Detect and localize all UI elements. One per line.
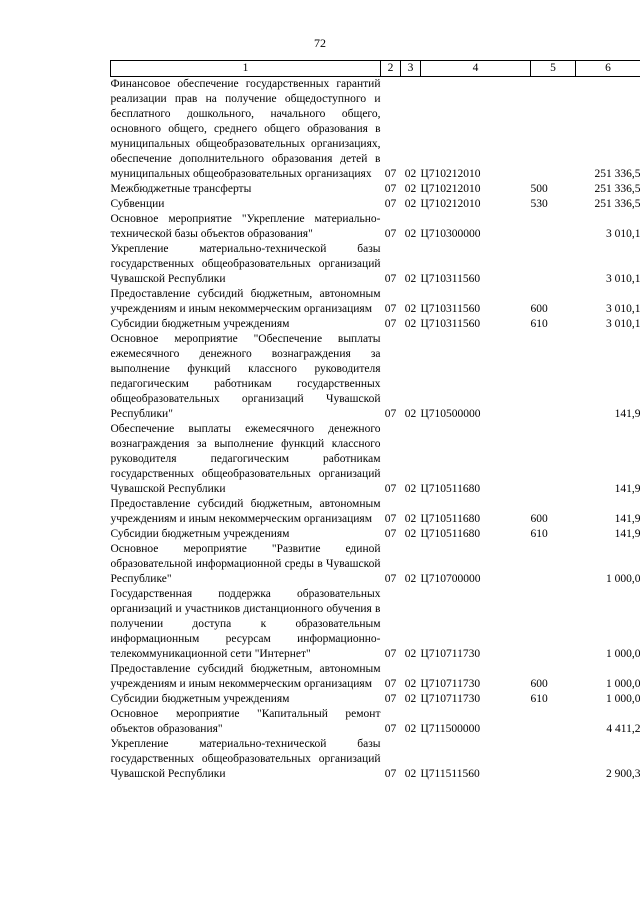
table-row — [111, 317, 640, 332]
row-target-code: Ц710711730 — [420, 678, 481, 690]
row-expense-type: 610 — [530, 528, 548, 540]
row-expense-type — [531, 212, 576, 242]
row-target-code: Ц710212010 — [420, 168, 481, 180]
row-subsection: 02 — [404, 723, 417, 735]
row-name: Основное мероприятие "Развитие единой образовательной информационной среды в Чувашской Республике" — [110, 543, 381, 585]
row-expense-type — [531, 737, 576, 782]
row-section: 07 — [384, 408, 397, 420]
row-section: 07 — [384, 168, 397, 180]
row-expense-type — [531, 242, 576, 287]
row-section: 07 — [384, 228, 397, 240]
row-subsection: 02 — [404, 693, 417, 705]
row-target-code: Ц711500000 — [420, 723, 481, 735]
row-target-code: Ц710311560 — [420, 318, 481, 330]
table-row — [111, 692, 640, 707]
row-expense-type — [531, 542, 576, 587]
row-section: 07 — [384, 723, 397, 735]
row-subsection: 02 — [404, 408, 417, 420]
row-subsection: 02 — [404, 228, 417, 240]
row-expense-type — [531, 332, 576, 422]
row-section: 07 — [384, 303, 397, 315]
row-target-code: Ц710311560 — [420, 303, 481, 315]
row-subsection: 02 — [404, 318, 417, 330]
row-name: Основное мероприятие "Укрепление материально-технической базы объектов образования" — [110, 213, 381, 240]
row-section: 07 — [384, 573, 397, 585]
table-row — [111, 212, 640, 242]
row-target-code: Ц711511560 — [420, 768, 480, 780]
table-row — [111, 542, 640, 587]
row-name: Основное мероприятие "Капитальный ремонт объектов образования" — [110, 708, 381, 735]
row-name: Обеспечение выплаты ежемесячного денежного вознаграждения за выполнение функций классного руководителя педагогическим работникам государственных общеобразовательных организаций Чувашской Республики — [110, 423, 381, 495]
table-row — [111, 707, 640, 737]
row-target-code: Ц710212010 — [420, 198, 481, 210]
row-target-code: Ц710311560 — [420, 273, 481, 285]
row-amount: 3 010,1 — [606, 303, 640, 315]
table-row — [111, 77, 640, 183]
row-subsection: 02 — [404, 768, 417, 780]
row-expense-type: 530 — [530, 198, 548, 210]
row-target-code: Ц710711730 — [420, 648, 481, 660]
header-col-subsection: 3 — [401, 61, 421, 77]
row-amount: 1 000,0 — [606, 648, 640, 660]
row-section: 07 — [384, 183, 397, 195]
table-row — [111, 662, 640, 692]
row-expense-type: 600 — [530, 513, 548, 525]
row-section: 07 — [384, 768, 397, 780]
row-amount: 1 000,0 — [606, 678, 640, 690]
row-name: Субсидии бюджетным учреждениям — [110, 693, 290, 705]
row-name: Предоставление субсидий бюджетным, автономным учреждениям и иным некоммерческим организациям — [110, 288, 381, 315]
table-row — [111, 287, 640, 317]
row-amount: 1 000,0 — [606, 573, 640, 585]
row-expense-type — [531, 587, 576, 662]
row-expense-type — [531, 77, 576, 183]
row-section: 07 — [384, 318, 397, 330]
row-expense-type — [531, 707, 576, 737]
row-target-code: Ц710511680 — [420, 483, 481, 495]
budget-table — [110, 60, 640, 782]
row-expense-type: 600 — [530, 678, 548, 690]
row-amount: 141,9 — [614, 483, 640, 495]
table-row — [111, 737, 640, 782]
row-expense-type: 610 — [530, 318, 548, 330]
row-name: Субвенции — [110, 198, 165, 210]
table-row — [111, 527, 640, 542]
row-expense-type: 500 — [530, 183, 548, 195]
row-subsection: 02 — [404, 168, 417, 180]
row-name: Укрепление материально-технической базы государственных общеобразовательных организаций Чувашской Республики — [110, 738, 381, 780]
row-subsection: 02 — [404, 678, 417, 690]
row-amount: 141,9 — [614, 528, 640, 540]
row-expense-type — [531, 422, 576, 497]
table-row — [111, 197, 640, 212]
row-name: Финансовое обеспечение государственных гарантий реализации прав на получение общедоступного и бесплатного дошкольного, начального общего, основного общего, среднего общего образования в муниципальных общеобразовательных организациях, обеспечение дополнительного образования детей в муниципальных общеобразовательных организациях — [110, 78, 381, 180]
table-header — [111, 61, 640, 77]
row-subsection: 02 — [404, 528, 417, 540]
row-amount: 251 336,5 — [594, 168, 640, 180]
row-section: 07 — [384, 528, 397, 540]
row-amount: 2 900,3 — [606, 768, 640, 780]
row-section: 07 — [384, 198, 397, 210]
row-amount: 251 336,5 — [594, 198, 640, 210]
table-body — [111, 77, 640, 783]
row-amount: 141,9 — [614, 408, 640, 420]
row-target-code: Ц710511680 — [420, 528, 481, 540]
row-name: Межбюджетные трансферты — [110, 183, 252, 195]
row-target-code: Ц710500000 — [420, 408, 481, 420]
row-subsection: 02 — [404, 183, 417, 195]
row-target-code: Ц710300000 — [420, 228, 481, 240]
table-row — [111, 242, 640, 287]
row-subsection: 02 — [404, 648, 417, 660]
row-amount: 3 010,1 — [606, 228, 640, 240]
row-target-code: Ц710700000 — [420, 573, 481, 585]
row-amount: 141,9 — [614, 513, 640, 525]
row-target-code: Ц710511680 — [420, 513, 481, 525]
row-subsection: 02 — [404, 303, 417, 315]
row-section: 07 — [384, 693, 397, 705]
row-amount: 1 000,0 — [606, 693, 640, 705]
header-col-amount: 6 — [576, 61, 640, 77]
row-subsection: 02 — [404, 198, 417, 210]
table-row — [111, 182, 640, 197]
row-target-code: Ц710711730 — [420, 693, 481, 705]
row-section: 07 — [384, 648, 397, 660]
row-name: Укрепление материально-технической базы государственных общеобразовательных организаций Чувашской Республики — [110, 243, 381, 285]
row-amount: 3 010,1 — [606, 318, 640, 330]
table-row — [111, 497, 640, 527]
row-name: Предоставление субсидий бюджетным, автономным учреждениям и иным некоммерческим организациям — [110, 498, 381, 525]
row-name: Государственная поддержка образовательных организаций и участников дистанционного обучения в получении доступа к образовательным информационным ресурсам информационно-телекоммуникационной сети "Интернет" — [110, 588, 381, 660]
row-name: Основное мероприятие "Обеспечение выплаты ежемесячного денежного вознаграждения за выполнение функций классного руководителя педагогическим работникам государственных общеобразовательных организаций Чувашской Республики" — [110, 333, 381, 420]
row-amount: 251 336,5 — [594, 183, 640, 195]
header-col-expense-type: 5 — [531, 61, 576, 77]
row-name: Субсидии бюджетным учреждениям — [110, 318, 290, 330]
row-amount: 3 010,1 — [606, 273, 640, 285]
table-row — [111, 587, 640, 662]
row-section: 07 — [384, 273, 397, 285]
header-col-section: 2 — [381, 61, 401, 77]
table-row — [111, 422, 640, 497]
row-subsection: 02 — [404, 513, 417, 525]
row-name: Субсидии бюджетным учреждениям — [110, 528, 290, 540]
header-col-name: 1 — [111, 61, 381, 77]
page-number: 72 — [314, 36, 326, 50]
header-row — [111, 61, 640, 77]
row-target-code: Ц710212010 — [420, 183, 481, 195]
header-col-target-code: 4 — [421, 61, 531, 77]
row-subsection: 02 — [404, 483, 417, 495]
row-expense-type: 610 — [530, 693, 548, 705]
row-subsection: 02 — [404, 273, 417, 285]
row-section: 07 — [384, 483, 397, 495]
row-subsection: 02 — [404, 573, 417, 585]
row-expense-type: 600 — [530, 303, 548, 315]
table-row — [111, 332, 640, 422]
row-section: 07 — [384, 678, 397, 690]
row-section: 07 — [384, 513, 397, 525]
row-name: Предоставление субсидий бюджетным, автономным учреждениям и иным некоммерческим организациям — [110, 663, 381, 690]
row-amount: 4 411,2 — [606, 723, 640, 735]
